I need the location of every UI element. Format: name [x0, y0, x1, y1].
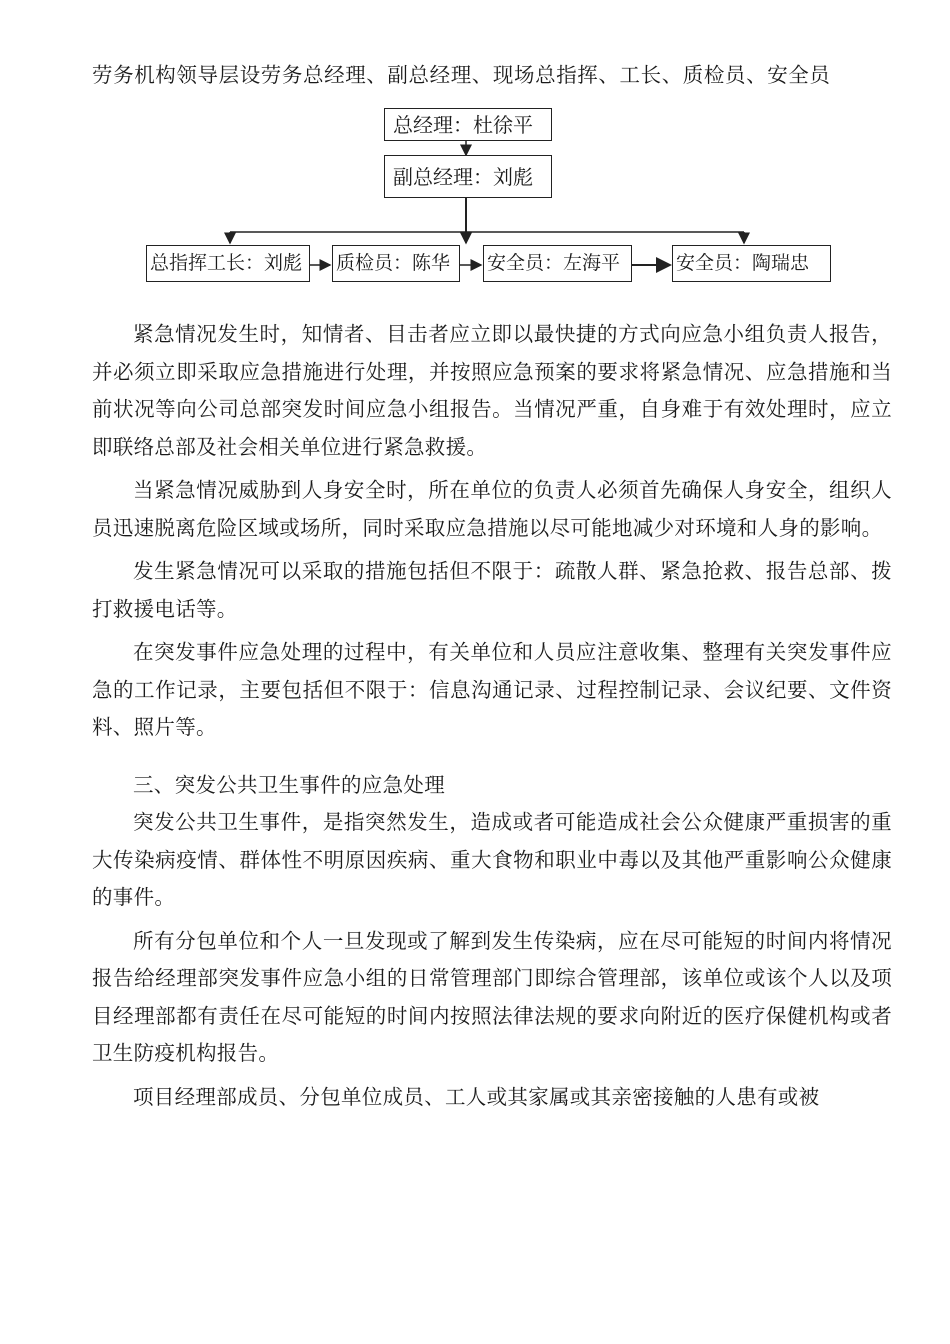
intro-line: 劳务机构领导层设劳务总经理、副总经理、现场总指挥、工长、质检员、安全员 [92, 63, 831, 87]
safety-officer-box: 安全员：左海平 [483, 245, 632, 282]
paragraph: 发生紧急情况可以采取的措施包括但不限于：疏散人群、紧急抢救、报告总部、拨打救援电话等。 [92, 559, 892, 621]
paragraph: 突发公共卫生事件，是指突然发生，造成或者可能造成社会公众健康严重损害的重大传染病疫情、群体性不明原因疾病、重大食物和职业中毒以及其他严重影响公众健康的事件。 [92, 810, 892, 909]
body-text [92, 316, 892, 1122]
quality-inspector-box: 质检员：陈华 [332, 245, 460, 282]
paragraph: 当紧急情况威胁到人身安全时，所在单位的负责人必须首先确保人身安全，组织人员迅速脱离危险区域或场所，同时采取应急措施以尽可能地减少对环境和人身的影响。 [92, 478, 892, 540]
paragraph: 紧急情况发生时，知情者、目击者应立即以最快捷的方式向应急小组负责人报告，并必须立即采取应急措施进行处理，并按照应急预案的要求将紧急情况、应急措施和当前状况等向公司总部突发时间应急小组报告。当情况严重，自身难于有效处理时，应立即联络总部及社会相关单位进行紧急救援。 [92, 322, 892, 459]
commander-foreman-box: 总指挥工长：刘彪 [146, 245, 310, 282]
paragraph: 在突发事件应急处理的过程中，有关单位和人员应注意收集、整理有关突发事件应急的工作记录，主要包括但不限于：信息沟通记录、过程控制记录、会议纪要、文件资料、照片等。 [92, 640, 892, 739]
safety-officer-2-box: 安全员：陶瑞忠 [672, 245, 831, 282]
paragraph: 所有分包单位和个人一旦发现或了解到发生传染病，应在尽可能短的时间内将情况报告给经理部突发事件应急小组的日常管理部门即综合管理部，该单位或该个人以及项目经理部都有责任在尽可能短的时间内按照法律法规的要求向附近的医疗保健机构或者卫生防疫机构报告。 [92, 928, 892, 1065]
deputy-manager-box: 副总经理：刘彪 [384, 155, 552, 198]
section-heading: 三、突发公共卫生事件的应急处理 [133, 772, 445, 797]
paragraph: 项目经理部成员、分包单位成员、工人或其家属或其亲密接触的人患有或被 [133, 1084, 820, 1109]
org-chart [0, 0, 950, 300]
general-manager-box: 总经理：杜徐平 [384, 108, 552, 141]
